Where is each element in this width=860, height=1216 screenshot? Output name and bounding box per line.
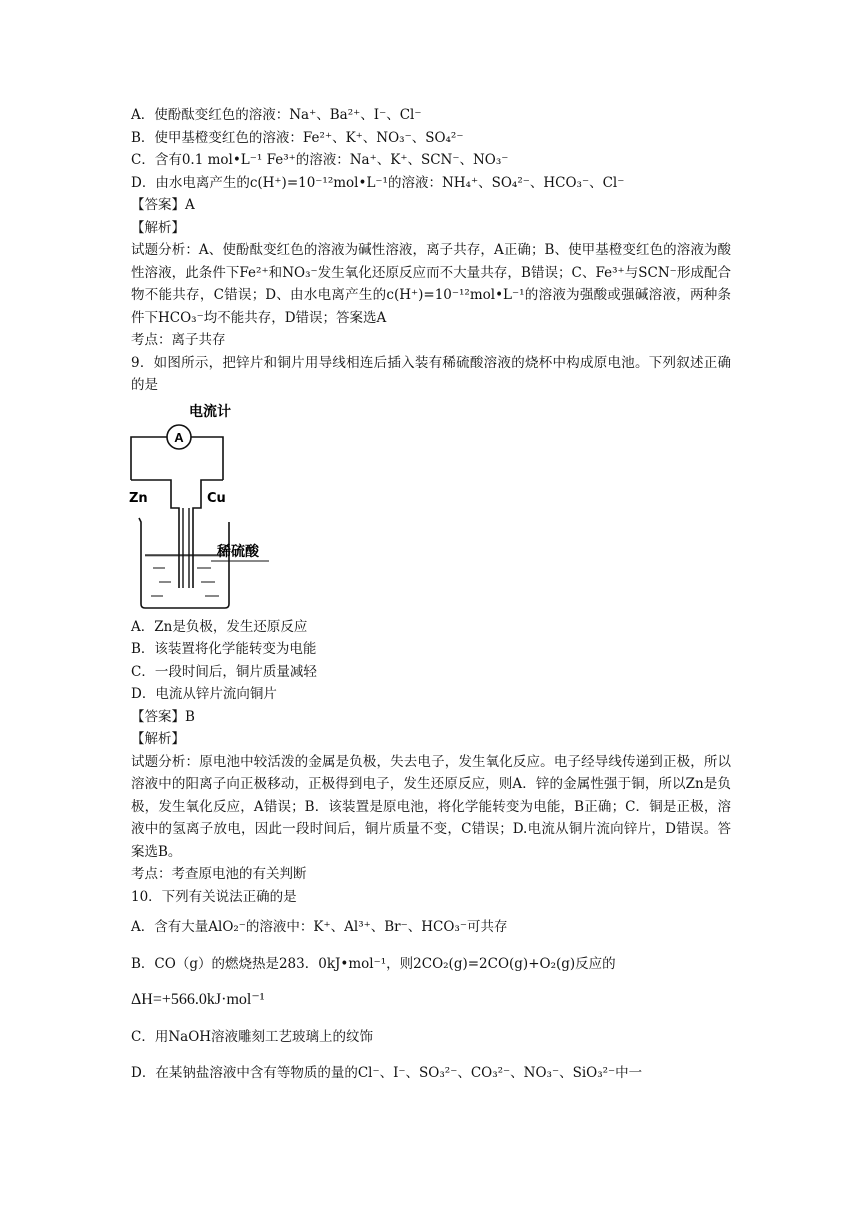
q8-option-c: C．含有0.1 mol•L⁻¹ Fe³⁺的溶液：Na⁺、K⁺、SCN⁻、NO₃⁻ <box>131 152 509 168</box>
q8-option-a: A．使酚酞变红色的溶液：Na⁺、Ba²⁺、I⁻、Cl⁻ <box>131 107 422 123</box>
galvanic-cell-figure <box>131 400 731 612</box>
document-page <box>131 104 731 1085</box>
q8-analysis-header: 【解析】 <box>131 219 185 236</box>
q8-option-b: B．使甲基橙变红色的溶液：Fe²⁺、K⁺、NO₃⁻、SO₄²⁻ <box>131 129 464 146</box>
beaker <box>139 518 229 608</box>
q9-option-d: D．电流从锌片流向铜片 <box>131 686 277 702</box>
q9-option-c: C．一段时间后，铜片质量减轻 <box>131 663 317 680</box>
q8-analysis: 试题分析：A、使酚酞变红色的溶液为碱性溶液，离子共存，A正确；B、使甲基橙变红色的溶液为酸性溶液，此条件下Fe²⁺和NO₃⁻发生氧化还原反应而不大量共存，B错误；C、Fe³⁺与SCN⁻形成配合物不能共存，C错误；D、由水电离产生的c(H⁺)=10⁻¹²mol•L⁻¹的溶液为强酸或强碱溶液，两种条件下HCO₃⁻均不能共存，D错误；答案选A <box>131 242 731 326</box>
q9-analysis: 试题分析：原电池中较活泼的金属是负极，失去电子，发生氧化反应。电子经导线传递到正极，所以溶液中的阳离子向正极移动，正极得到电子，发生还原反应，则A．锌的金属性强于铜，所以Zn是负极，发生氧化反应，A错误；B．该装置是原电池，将化学能转变为电能，B正确；C．铜是正极，溶液中的氢离子放电，因此一段时间后，铜片质量不变，C错误；D.电流从铜片流向锌片，D错误。答案选B。 <box>131 753 731 860</box>
q9-stem: 9．如图所示，把锌片和铜片用导线相连后插入装有稀硫酸溶液的烧杯中构成原电池。下列叙述正确的是 <box>131 354 731 393</box>
q9-option-b: B．该装置将化学能转变为电能 <box>131 641 317 657</box>
acid-label: 稀硫酸 <box>217 543 259 560</box>
q10-stem: 10．下列有关说法正确的是 <box>131 888 297 905</box>
q9-option-a: A．Zn是负极，发生还原反应 <box>131 618 308 635</box>
ammeter-symbol: A <box>174 429 184 445</box>
q9-answer: 【答案】B <box>131 708 195 725</box>
cu-label: Cu <box>207 490 226 506</box>
q8-option-d: D．由水电离产生的c(H⁺)=10⁻¹²mol•L⁻¹的溶液：NH₄⁺、SO₄²⁻、HCO₃⁻、Cl⁻ <box>131 174 625 191</box>
ammeter-label: 电流计 <box>189 403 231 420</box>
zn-label: Zn <box>129 490 148 506</box>
q9-analysis-header: 【解析】 <box>131 731 185 747</box>
q8-kaodian: 考点：离子共存 <box>131 332 226 348</box>
q10-option-b: B．CO（g）的燃烧热是283．0kJ•mol⁻¹，则2CO₂(g)=2CO(g)+O₂(g)反应的 <box>131 955 616 972</box>
q10-option-a: A．含有大量AlO₂⁻的溶液中：K⁺、Al³⁺、Br⁻、HCO₃⁻可共存 <box>131 919 508 935</box>
q10-option-d: D．在某钠盐溶液中含有等物质的量的Cl⁻、I⁻、SO₃²⁻、CO₃²⁻、NO₃⁻、SiO₃²⁻中一 <box>131 1065 643 1081</box>
q10-option-c: C．用NaOH溶液雕刻工艺玻璃上的纹饰 <box>131 1028 374 1045</box>
q9-kaodian: 考点：考查原电池的有关判断 <box>131 866 307 882</box>
q10-option-b-continued: ΔH=+566.0kJ·mol⁻¹ <box>131 991 265 1008</box>
galvanic-cell-diagram <box>131 400 271 612</box>
q8-answer: 【答案】A <box>131 197 195 213</box>
